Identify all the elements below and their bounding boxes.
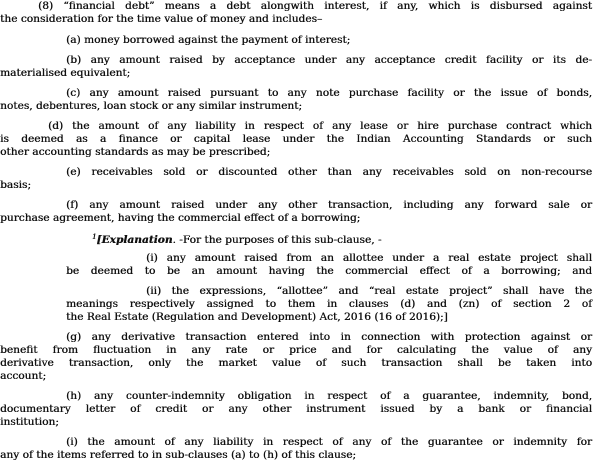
item-g-line-4: account;: [0, 370, 47, 382]
item-c-line-2: notes, debentures, loan stock or any similar instrument;: [0, 100, 302, 112]
explanation-ii-line-1: (ii) the expressions, “allottee” and “real estate project” shall have the: [146, 285, 592, 297]
item-g-line-2: benefit from fluctuation in any rate or price and for calculating the value of any: [0, 344, 592, 356]
clause-8-line-1: (8) “financial debt” means a debt alongwith interest, if any, which is disbursed against: [38, 0, 592, 12]
item-d-line-2: is deemed as a finance or capital lease under the Indian Accounting Standards or such: [0, 133, 592, 145]
item-i-line-2: any of the items referred to in sub-clauses (a) to (h) of this clause;: [0, 449, 356, 461]
explanation-ii-line-3: the Real Estate (Regulation and Development) Act, 2016 (16 of 2016);]: [66, 311, 448, 323]
item-g-line-1: (g) any derivative transaction entered into in connection with protection against or: [66, 331, 592, 343]
explanation-heading: Explanation: [101, 234, 173, 246]
explanation-open-bracket: [: [96, 234, 102, 246]
item-c-line-1: (c) any amount raised pursuant to any note purchase facility or the issue of bonds,: [66, 87, 592, 99]
item-i-line-1: (i) the amount of any liability in respect of any of the guarantee or indemnity for: [66, 436, 592, 448]
item-a-line-1: (a) money borrowed against the payment of interest;: [66, 34, 351, 46]
item-d-line-1: (d) the amount of any liability in respect of any lease or hire purchase contract which: [48, 120, 592, 132]
clause-8-line-2: the consideration for the time value of money and includes–: [0, 13, 323, 25]
item-f-line-2: purchase agreement, having the commercial effect of a borrowing;: [0, 212, 361, 224]
footnote-marker: 1: [92, 233, 97, 241]
item-h-line-1: (h) any counter-indemnity obligation in respect of a guarantee, indemnity, bond,: [66, 390, 592, 402]
explanation-i-line-2: be deemed to be an amount having the commercial effect of a borrowing; and: [66, 265, 592, 277]
item-e-line-1: (e) receivables sold or discounted other than any receivables sold on non-recourse: [66, 166, 592, 178]
item-e-line-2: basis;: [0, 179, 31, 191]
item-d-line-3: other accounting standards as may be prescribed;: [0, 146, 271, 158]
item-b-line-1: (b) any amount raised by acceptance under any acceptance credit facility or its de-: [66, 54, 592, 66]
item-b-line-2: materialised equivalent;: [0, 67, 131, 79]
explanation-text: . -For the purposes of this sub-clause, -: [172, 234, 382, 246]
explanation-ii-line-2: meanings respectively assigned to them in clauses (d) and (zn) of section 2 of: [66, 298, 592, 310]
item-f-line-1: (f) any amount raised under any other transaction, including any forward sale or: [66, 199, 592, 211]
item-h-line-3: institution;: [0, 416, 59, 428]
explanation-i-line-1: (i) any amount raised from an allottee under a real estate project shall: [146, 252, 592, 264]
explanation-heading-line: [92, 231, 381, 247]
item-h-line-2: documentary letter of credit or any other instrument issued by a bank or financial: [0, 403, 592, 415]
item-g-line-3: derivative transaction, only the market value of such transaction shall be taken into: [0, 357, 592, 369]
